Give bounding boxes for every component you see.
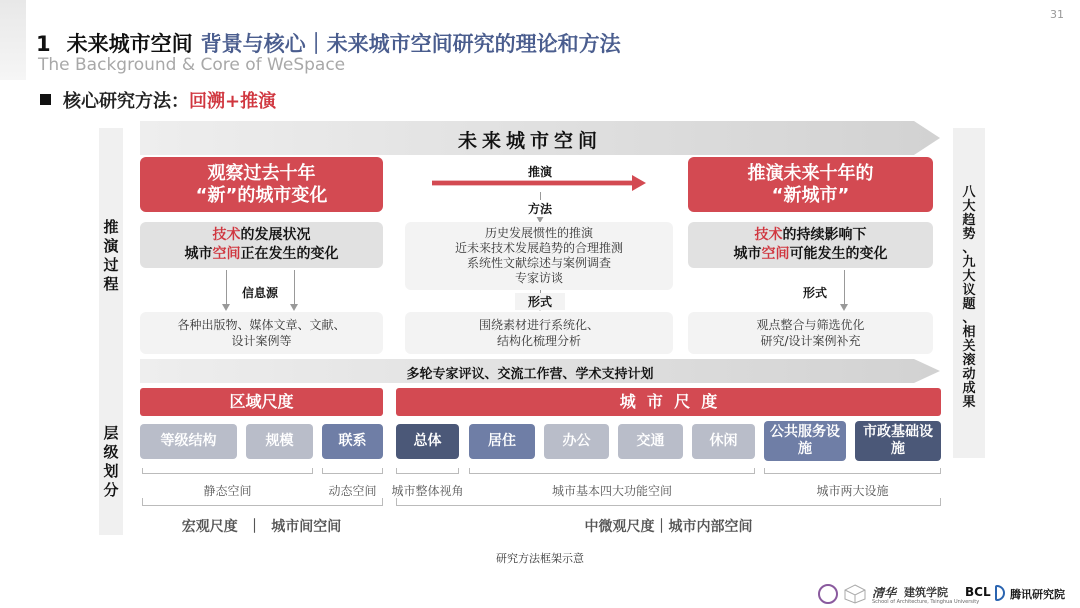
group-static: 静态空间 [203, 484, 252, 498]
right-form-label: 形式 [802, 286, 827, 300]
left-arrow-line-1 [226, 270, 227, 306]
bcl-logo: BCL [965, 585, 991, 599]
tencent-research-name: 腾讯研究院 [1010, 588, 1065, 601]
bracket-facilities [764, 468, 941, 474]
group-facilities: 城市两大设施 [816, 484, 889, 498]
method-label: 核心研究方法： [63, 91, 189, 112]
micro-scale-label: 中微观尺度｜城市内部空间 [584, 519, 753, 535]
page-number: 31 [1050, 8, 1064, 21]
deduce-future-box: 推演未来十年的 “新城市” [688, 157, 933, 212]
left-label-hierarchy: 层 级 划 分 [103, 424, 119, 499]
tsinghua-calligraphy-logo: 清华 [872, 586, 897, 600]
section-number: 1 [36, 32, 51, 56]
top-arrow-label: 未来城市空间 [457, 130, 602, 152]
bracket-dynamic [322, 468, 383, 474]
tsinghua-seal-logo [818, 584, 838, 604]
left-sources-box: 各种出版物、媒体文章、文献、 设计案例等 [140, 312, 383, 354]
right-arrow-head [840, 304, 848, 311]
tile-leisure: 休闲 [692, 424, 755, 459]
mid-form-box: 围绕素材进行系统化、 结构化梳理分析 [405, 312, 673, 354]
figure-caption: 研究方法框架示意 [496, 552, 584, 565]
group-dynamic: 动态空间 [328, 484, 377, 498]
tile-public-services: 公共服务设施 [764, 421, 846, 461]
method-heading [40, 87, 276, 113]
bracket-static [142, 468, 313, 474]
tencent-research-icon [995, 585, 1005, 601]
geometric-logo-icon [843, 584, 867, 604]
tile-office: 办公 [544, 424, 609, 459]
title-sub: 背景与核心｜未来城市空间研究的理论和方法 [200, 32, 621, 56]
tile-connection: 联系 [322, 424, 383, 459]
school-name-cn: 建筑学院 [904, 586, 948, 599]
left-arrow-head-1 [222, 304, 230, 311]
tile-hierarchy: 等级结构 [140, 424, 237, 459]
regional-scale-header: 区域尺度 [140, 388, 383, 416]
group-functions: 城市基本四大功能空间 [551, 484, 672, 498]
page-title [36, 28, 621, 58]
tile-residence: 居住 [469, 424, 535, 459]
review-arrow-label: 多轮专家评议、交流工作营、学术支持计划 [406, 367, 654, 382]
right-arrow-line [844, 270, 845, 306]
bracket-overall [396, 468, 459, 474]
right-output-box: 观点整合与筛选优化 研究/设计案例补充 [688, 312, 933, 354]
method-highlight: 回溯+推演 [189, 91, 277, 112]
corner-decoration [0, 0, 26, 80]
school-name-en: School of Architecture, Tsinghua University [872, 599, 980, 605]
tile-overall: 总体 [396, 424, 459, 459]
subtitle-en: The Background & Core of WeSpace [38, 55, 346, 75]
observe-past-box: 观察过去十年 “新”的城市变化 [140, 157, 383, 212]
city-scale-header: 城 市 尺 度 [396, 388, 941, 416]
bullet-square-icon [40, 94, 51, 105]
left-tech-box: 技术的发展状况 城市空间正在发生的变化 [140, 222, 383, 268]
right-tech-box: 技术的持续影响下 城市空间可能发生的变化 [688, 222, 933, 268]
left-arrow-head-2 [290, 304, 298, 311]
title-main: 未来城市空间 [66, 32, 193, 56]
tile-transport: 交通 [618, 424, 683, 459]
left-info-source-label: 信息源 [241, 286, 278, 300]
bracket-macro [142, 498, 383, 506]
group-overall: 城市整体视角 [391, 484, 464, 498]
bracket-functions [469, 468, 755, 474]
bracket-micro [396, 498, 941, 506]
mid-method-label: 方法 [515, 200, 565, 217]
tile-municipal-infra: 市政基础设施 [855, 421, 941, 461]
left-label-process: 推 演 过 程 [103, 218, 119, 293]
right-label-results: 八 大 趋 势 、 九 大 议 题 、 相 关 滚 动 成 果 [962, 185, 976, 410]
mid-form-label: 形式 [515, 293, 565, 310]
macro-scale-label: 宏观尺度 ｜ 城市间空间 [181, 519, 342, 535]
mid-deduce-label: 推演 [527, 165, 552, 179]
mid-method-box: 历史发展惯性的推演 近未来技术发展趋势的合理推测 系统性文献综述与案例调查 专家访谈 [405, 222, 673, 290]
left-arrow-line-2 [294, 270, 295, 306]
tile-scale: 规模 [246, 424, 313, 459]
